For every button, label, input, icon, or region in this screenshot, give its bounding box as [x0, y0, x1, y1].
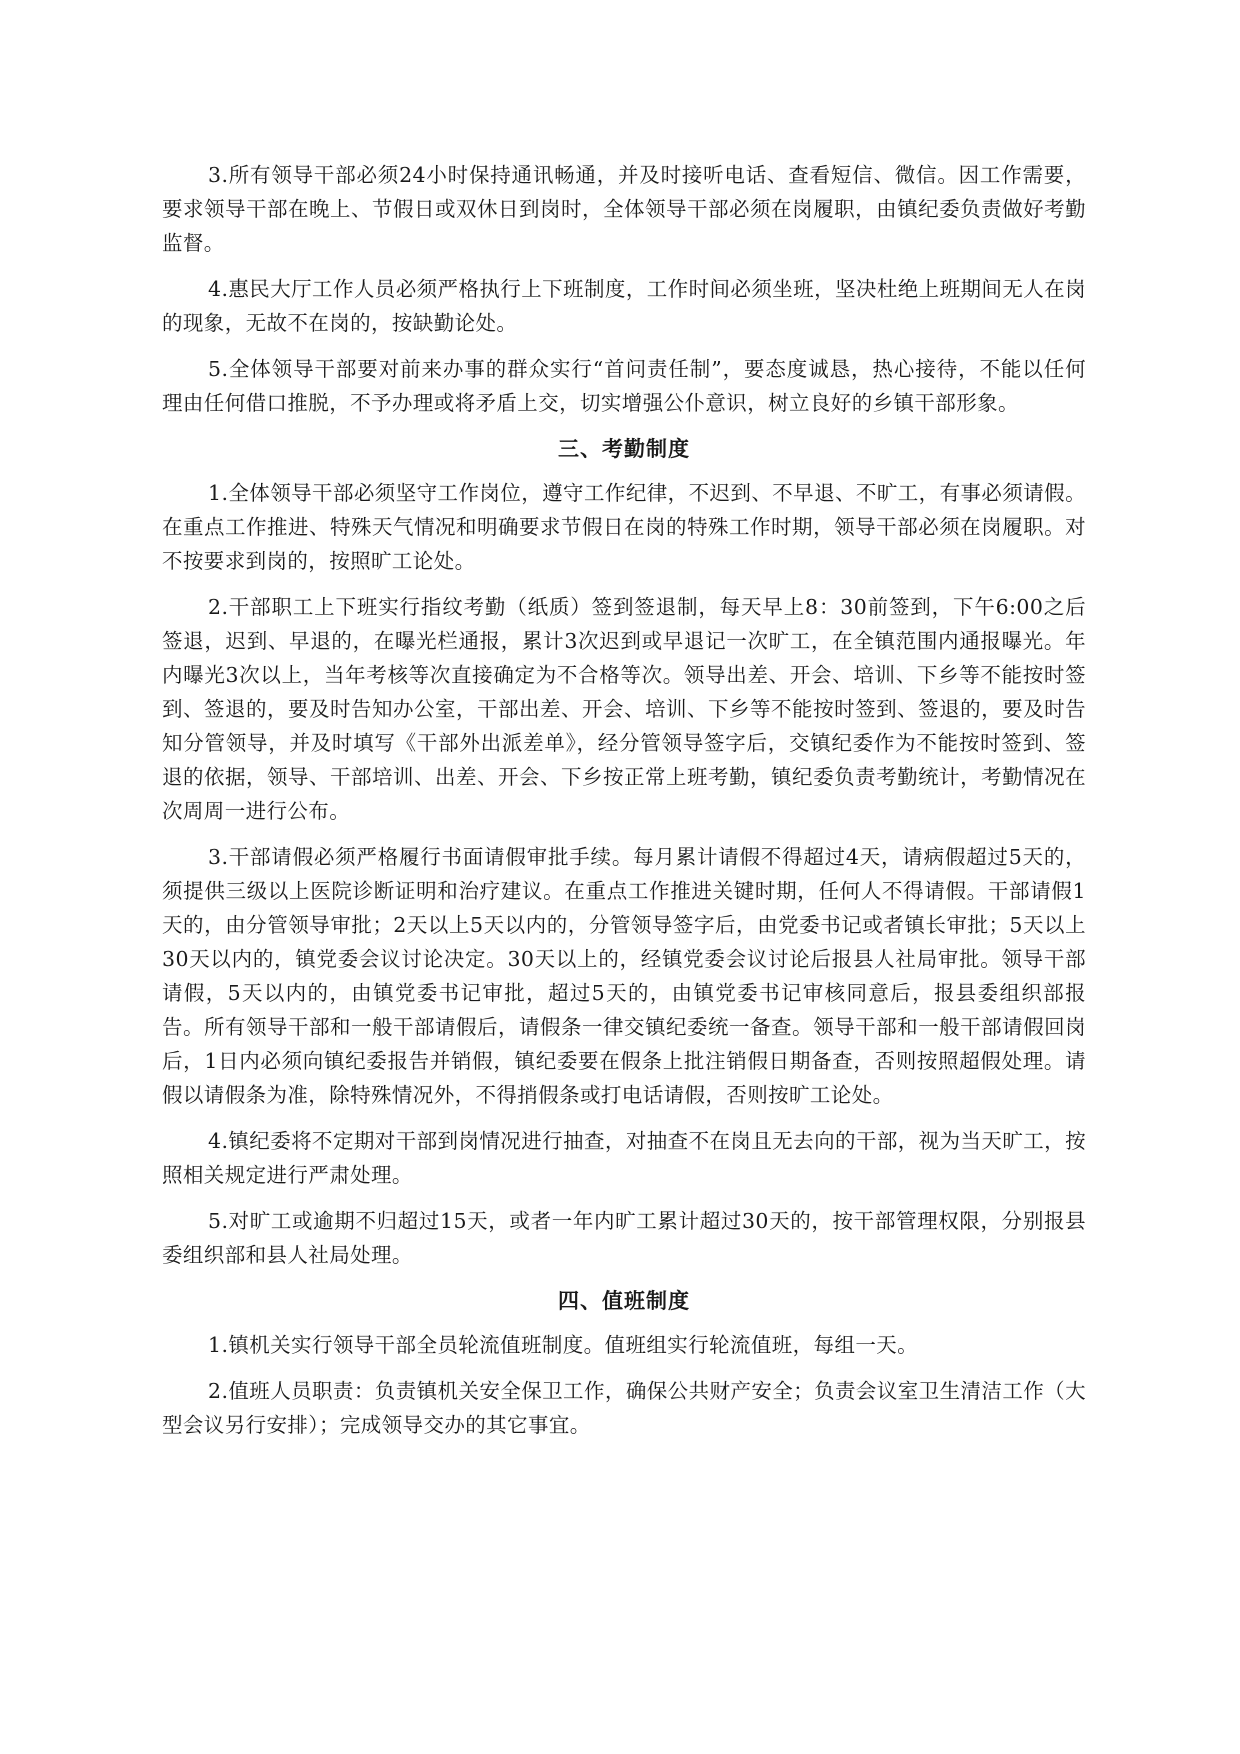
paragraph-attendance-4: 4.镇纪委将不定期对干部到岗情况进行抽查，对抽查不在岗且无去向的干部，视为当天旷工，按照相关规定进行严肃处理。: [162, 1129, 1086, 1187]
document-page: [162, 158, 1086, 1454]
paragraph-attendance-3: 3.干部请假必须严格履行书面请假审批手续。每月累计请假不得超过4天，请病假超过5天的，须提供三级以上医院诊断证明和治疗建议。在重点工作推进关键时期，任何人不得请假。干部请假1天的，由分管领导审批；2天以上5天以内的，分管领导签字后，由党委书记或者镇长审批；5天以上30天以内的，镇党委会议讨论决定。30天以上的，经镇党委会议讨论后报县人社局审批。领导干部请假，5天以内的，由镇党委书记审批，超过5天的，由镇党委书记审核同意后，报县委组织部报告。所有领导干部和一般干部请假后，请假条一律交镇纪委统一备查。领导干部和一般干部请假回岗后，1日内必须向镇纪委报告并销假，镇纪委要在假条上批注销假日期备查，否则按照超假处理。请假以请假条为准，除特殊情况外，不得捎假条或打电话请假，否则按旷工论处。: [162, 845, 1086, 1107]
paragraph-communication: 3.所有领导干部必须24小时保持通讯畅通，并及时接听电话、查看短信、微信。因工作需要，要求领导干部在晚上、节假日或双休日到岗时，全体领导干部必须在岗履职，由镇纪委负责做好考勤监督。: [162, 163, 1086, 255]
paragraph-first-responsibility: 5.全体领导干部要对前来办事的群众实行“首问责任制”，要态度诚恳，热心接待，不能以任何理由任何借口推脱，不予办理或将矛盾上交，切实增强公仆意识，树立良好的乡镇干部形象。: [162, 357, 1086, 415]
paragraph-attendance-2: 2.干部职工上下班实行指纹考勤（纸质）签到签退制，每天早上8：30前签到，下午6:00之后签退，迟到、早退的，在曝光栏通报，累计3次迟到或早退记一次旷工，在全镇范围内通报曝光。年内曝光3次以上，当年考核等次直接确定为不合格等次。领导出差、开会、培训、下乡等不能按时签到、签退的，要及时告知办公室，干部出差、开会、培训、下乡等不能按时签到、签退的，要及时告知分管领导，并及时填写《干部外出派差单》，经分管领导签字后，交镇纪委作为不能按时签到、签退的依据，领导、干部培训、出差、开会、下乡按正常上班考勤，镇纪委负责考勤统计，考勤情况在次周周一进行公布。: [162, 595, 1086, 823]
paragraph-attendance-5: 5.对旷工或逾期不归超过15天，或者一年内旷工累计超过30天的，按干部管理权限，分别报县委组织部和县人社局处理。: [162, 1209, 1086, 1267]
paragraph-attendance-1: 1.全体领导干部必须坚守工作岗位，遵守工作纪律，不迟到、不早退、不旷工，有事必须请假。在重点工作推进、特殊天气情况和明确要求节假日在岗的特殊工作时期，领导干部必须在岗履职。对不按要求到岗的，按照旷工论处。: [162, 481, 1086, 573]
paragraph-duty-1: 1.镇机关实行领导干部全员轮流值班制度。值班组实行轮流值班，每组一天。: [208, 1333, 919, 1357]
section-heading-attendance: 三、考勤制度: [558, 437, 690, 461]
section-heading-duty: 四、值班制度: [558, 1289, 690, 1313]
paragraph-duty-2: 2.值班人员职责：负责镇机关安全保卫工作，确保公共财产安全；负责会议室卫生清洁工作（大型会议另行安排）；完成领导交办的其它事宜。: [162, 1379, 1086, 1437]
paragraph-service-hall: 4.惠民大厅工作人员必须严格执行上下班制度，工作时间必须坐班，坚决杜绝上班期间无人在岗的现象，无故不在岗的，按缺勤论处。: [162, 277, 1086, 335]
